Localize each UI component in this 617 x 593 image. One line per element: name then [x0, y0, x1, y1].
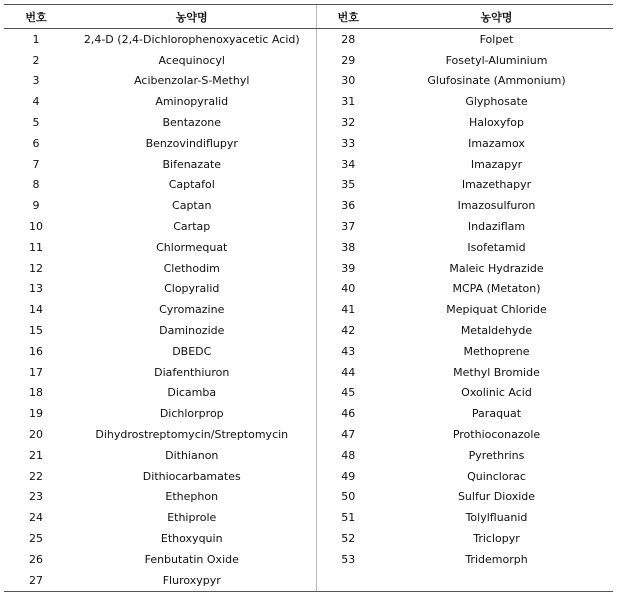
pesticide-name-right: Imazamox — [468, 136, 525, 150]
row-number-left: 23 — [29, 490, 43, 504]
table-row — [4, 133, 613, 154]
row-number-right: 52 — [316, 528, 380, 549]
row-number-right: 34 — [316, 154, 380, 175]
pesticide-name-right: Methoprene — [463, 344, 530, 358]
row-number-right: 36 — [316, 195, 380, 216]
pesticide-name-right: Tridemorph — [465, 552, 528, 566]
pesticide-name-left: Cyromazine — [159, 303, 225, 317]
table-row — [4, 570, 613, 591]
row-number-right: 47 — [316, 424, 380, 445]
table-row — [4, 279, 613, 300]
table-row — [4, 507, 613, 528]
pesticide-name-left: Fluroxypyr — [68, 570, 316, 591]
row-number-left: 3 — [32, 74, 40, 88]
row-number-left: 20 — [29, 428, 43, 442]
pesticide-name-right: Maleic Hydrazide — [449, 261, 544, 275]
row-number-left: 11 — [29, 240, 43, 254]
pesticide-name-left: Bifenazate — [162, 157, 222, 171]
pesticide-name-left: Ethephon — [165, 490, 219, 504]
row-number-left: 6 — [32, 136, 40, 150]
pesticide-name-right: Isofetamid — [467, 240, 526, 254]
table-row — [4, 362, 613, 383]
row-number-right: 40 — [316, 279, 380, 300]
row-number-right: 35 — [316, 175, 380, 196]
table-row — [4, 154, 613, 175]
table-row — [4, 71, 613, 92]
table-row — [4, 487, 613, 508]
pesticide-name-left: DBEDC — [172, 344, 212, 358]
row-number-right: 51 — [316, 507, 380, 528]
pesticide-name-left: Diafenthiuron — [154, 365, 230, 379]
row-number-left: 26 — [29, 552, 43, 566]
row-number-right: 32 — [316, 112, 380, 133]
table-row — [4, 383, 613, 404]
pesticide-name-right: Oxolinic Acid — [461, 386, 532, 400]
row-number-left: 5 — [32, 116, 40, 130]
row-number-right: 33 — [316, 133, 380, 154]
row-number-left: 1 — [32, 32, 40, 46]
pesticide-table — [4, 4, 613, 592]
table-row — [4, 466, 613, 487]
header-row — [4, 5, 613, 29]
pesticide-name-right — [380, 570, 613, 591]
pesticide-name-right: Mepiquat Chloride — [446, 303, 547, 317]
pesticide-name-right: Methyl Bromide — [453, 365, 540, 379]
row-number-right: 45 — [316, 383, 380, 404]
row-number-left: 7 — [32, 157, 40, 171]
table-row — [4, 320, 613, 341]
pesticide-name-left: Benzovindiflupyr — [145, 136, 238, 150]
pesticide-name-left: Ethoxyquin — [160, 532, 223, 546]
row-number-left: 13 — [29, 282, 43, 296]
pesticide-name-left: Acibenzolar-S-Methyl — [134, 74, 250, 88]
pesticide-name-right: Imazapyr — [470, 157, 523, 171]
row-number-left: 2 — [32, 53, 40, 67]
table-row — [4, 216, 613, 237]
row-number-left: 8 — [32, 178, 40, 192]
pesticide-name-right: Folpet — [479, 32, 514, 46]
row-number-right: 43 — [316, 341, 380, 362]
pesticide-name-right: Pyrethrins — [468, 448, 525, 462]
header-number-right: 번호 — [316, 5, 380, 29]
table-row — [4, 341, 613, 362]
row-number-left: 22 — [29, 469, 43, 483]
row-number-right: 39 — [316, 258, 380, 279]
row-number-left: 25 — [29, 532, 43, 546]
table-row — [4, 50, 613, 71]
table-row — [4, 195, 613, 216]
table-row — [4, 549, 613, 570]
row-number-left: 27 — [4, 570, 68, 591]
pesticide-name-right: Glyphosate — [465, 95, 528, 109]
row-number-right: 42 — [316, 320, 380, 341]
table-row — [4, 424, 613, 445]
pesticide-name-left: Acequinocyl — [158, 53, 225, 67]
row-number-right — [316, 570, 380, 591]
row-number-right: 46 — [316, 403, 380, 424]
header-pesticide-name-left: 농약명 — [68, 5, 316, 29]
pesticide-name-right: Quinclorac — [467, 469, 526, 483]
pesticide-name-left: Ethiprole — [167, 511, 217, 525]
header-pesticide-name-right: 농약명 — [380, 5, 613, 29]
row-number-left: 18 — [29, 386, 43, 400]
pesticide-name-right: Indaziflam — [467, 220, 526, 234]
pesticide-name-left: Captafol — [168, 178, 215, 192]
pesticide-name-left: Clethodim — [163, 261, 220, 275]
table-row — [4, 112, 613, 133]
row-number-right: 53 — [316, 549, 380, 570]
pesticide-name-left: Dithianon — [165, 448, 219, 462]
row-number-right: 37 — [316, 216, 380, 237]
pesticide-name-right: Haloxyfop — [468, 116, 525, 130]
pesticide-name-left: Dichlorprop — [159, 407, 224, 421]
table-row — [4, 299, 613, 320]
table-body — [4, 29, 613, 592]
table-row — [4, 237, 613, 258]
row-number-right: 31 — [316, 91, 380, 112]
pesticide-name-right: Triclopyr — [473, 532, 520, 546]
pesticide-name-right: Fosetyl-Aluminium — [445, 53, 548, 67]
row-number-left: 10 — [29, 220, 43, 234]
row-number-right: 30 — [316, 71, 380, 92]
pesticide-name-left: Cartap — [173, 220, 211, 234]
table-row — [4, 29, 613, 50]
pesticide-name-left: Dicamba — [167, 386, 217, 400]
row-number-right: 28 — [316, 29, 380, 50]
pesticide-name-right: Imazethapyr — [461, 178, 532, 192]
pesticide-name-left: Daminozide — [159, 324, 225, 338]
row-number-left: 9 — [32, 199, 40, 213]
pesticide-name-left: Chlormequat — [156, 240, 228, 254]
pesticide-name-right: Glufosinate (Ammonium) — [427, 74, 566, 88]
pesticide-name-right: Paraquat — [471, 407, 522, 421]
row-number-right: 38 — [316, 237, 380, 258]
pesticide-name-right: Metaldehyde — [460, 324, 533, 338]
row-number-left: 15 — [29, 324, 43, 338]
row-number-left: 24 — [29, 511, 43, 525]
header-number-left: 번호 — [4, 5, 68, 29]
pesticide-name-left: Bentazone — [162, 116, 222, 130]
row-number-right: 50 — [316, 487, 380, 508]
pesticide-name-left: Captan — [172, 199, 212, 213]
table-row — [4, 528, 613, 549]
row-number-right: 48 — [316, 445, 380, 466]
pesticide-name-right: Sulfur Dioxide — [457, 490, 536, 504]
row-number-right: 49 — [316, 466, 380, 487]
row-number-right: 41 — [316, 299, 380, 320]
table-row — [4, 445, 613, 466]
pesticide-name-left: Aminopyralid — [155, 95, 229, 109]
row-number-left: 16 — [29, 344, 43, 358]
row-number-left: 4 — [32, 95, 40, 109]
row-number-right: 44 — [316, 362, 380, 383]
table-row — [4, 175, 613, 196]
pesticide-name-right: Tolylfluanid — [465, 511, 528, 525]
row-number-left: 21 — [29, 448, 43, 462]
row-number-left: 12 — [29, 261, 43, 275]
pesticide-name-left: 2,4-D (2,4-Dichlorophenoxyacetic Acid) — [83, 32, 300, 46]
table-row — [4, 258, 613, 279]
row-number-left: 14 — [29, 303, 43, 317]
pesticide-name-left: Fenbutatin Oxide — [144, 552, 239, 566]
pesticide-name-right: Imazosulfuron — [457, 199, 536, 213]
pesticide-name-left: Dithiocarbamates — [142, 469, 241, 483]
row-number-left: 17 — [29, 365, 43, 379]
table-row — [4, 91, 613, 112]
pesticide-name-left: Dihydrostreptomycin/Streptomycin — [95, 428, 289, 442]
pesticide-name-right: Prothioconazole — [452, 428, 541, 442]
pesticide-name-right: MCPA (Metaton) — [452, 282, 541, 296]
table-row — [4, 403, 613, 424]
pesticide-name-left: Clopyralid — [164, 282, 220, 296]
row-number-left: 19 — [29, 407, 43, 421]
row-number-right: 29 — [316, 50, 380, 71]
